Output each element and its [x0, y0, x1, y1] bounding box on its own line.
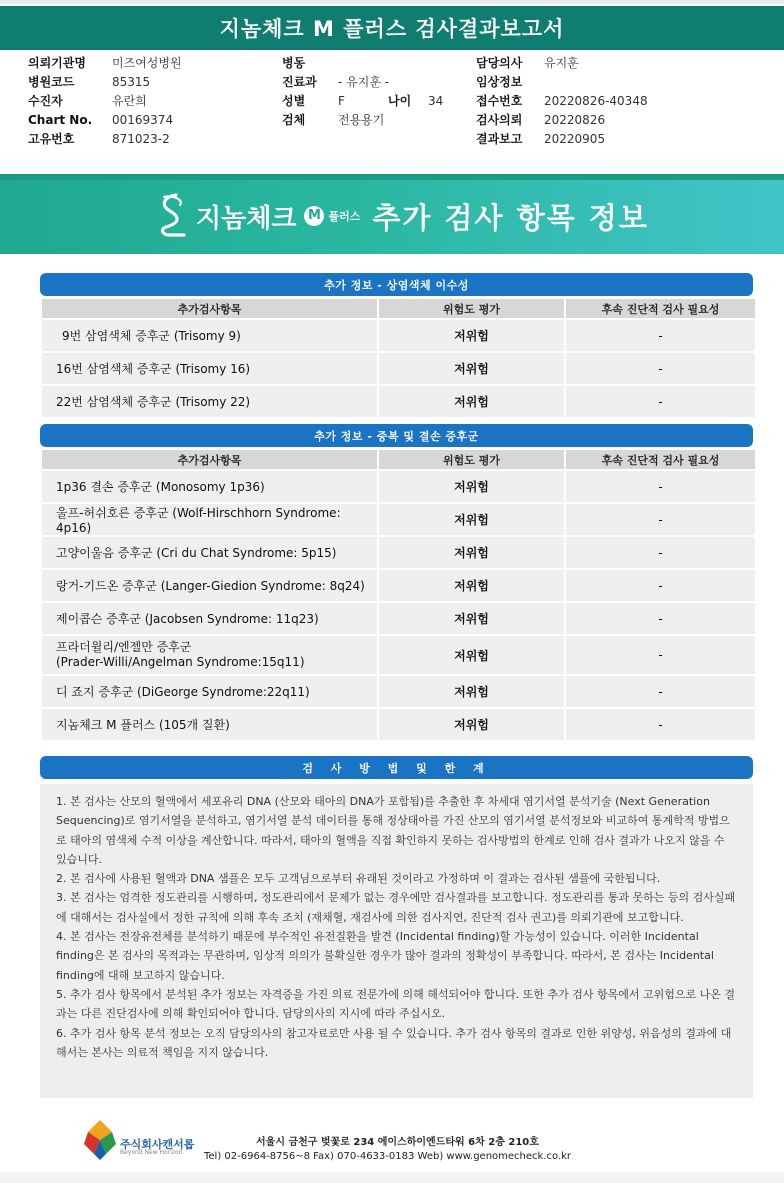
info-label: 담당의사	[476, 56, 523, 70]
info-label: 임상정보	[476, 75, 523, 89]
info-row	[28, 73, 182, 92]
info-label: 병동	[282, 56, 306, 70]
risk-cell: 저위험	[379, 504, 564, 535]
info-value: 유란희	[112, 94, 147, 108]
info-label: 수진자	[28, 94, 63, 108]
info-row	[476, 73, 648, 92]
table-row	[42, 676, 755, 707]
banner-m-badge: M	[304, 206, 324, 226]
table-row	[42, 471, 755, 502]
methods-item: 5. 추가 검사 항목에서 분석된 추가 정보는 자격증을 가진 의료 전문가에 의해 해석되어야 합니다. 또한 추가 검사 항목에서 고위험으로 나온 결과는 다른 진단검사에 의해 확인되어야 합니다. 담당의사의 지시에 따라 주십시오.	[56, 987, 735, 1021]
table-row	[42, 636, 755, 674]
item-cell: 9번 삼염색체 증후군 (Trisomy 9)	[42, 320, 377, 351]
info-row	[282, 92, 443, 111]
risk-cell: 저위험	[379, 471, 564, 502]
info-row	[282, 54, 443, 73]
banner-heading: 추가 검사 항목 정보	[372, 200, 649, 235]
item-cell: 제이콥슨 증후군 (Jacobsen Syndrome: 11q23)	[42, 603, 377, 634]
info-row	[476, 54, 648, 73]
info-row	[28, 54, 182, 73]
info-row	[476, 92, 648, 111]
section-title-dup-del: 추가 정보 - 중복 및 결손 증후군	[40, 424, 753, 447]
info-row	[476, 130, 648, 149]
table-header-row	[42, 299, 755, 318]
item-cell: 22번 삼염색체 증후군 (Trisomy 22)	[42, 386, 377, 417]
company-tagline: Beyond New Horizon	[120, 1149, 183, 1156]
info-row	[282, 111, 443, 130]
table-row	[42, 603, 755, 634]
table-row	[42, 386, 755, 417]
column-header-risk: 위험도 평가	[379, 299, 564, 318]
risk-cell: 저위험	[379, 676, 564, 707]
company-address: 서울시 금천구 벚꽃로 234 에이스하이엔드타워 6차 2층 210호	[256, 1137, 539, 1148]
info-label: 결과보고	[476, 132, 523, 146]
column-header-item: 추가검사항목	[42, 299, 377, 318]
banner-brand: 지놈체크	[196, 203, 297, 234]
column-header-followup: 후속 진단적 검사 필요성	[566, 299, 755, 318]
info-value: 85315	[112, 75, 151, 89]
aneuploidy-table	[40, 297, 757, 419]
followup-cell: -	[566, 676, 755, 707]
followup-cell: -	[566, 320, 755, 351]
info-label: 나이	[388, 94, 412, 108]
followup-cell: -	[566, 570, 755, 601]
table-header-row	[42, 450, 755, 469]
risk-cell: 저위험	[379, 636, 564, 674]
info-value: 유지훈	[544, 56, 579, 70]
dup-del-table	[40, 448, 757, 742]
info-row	[28, 92, 182, 111]
info-value: - 유지훈 -	[338, 75, 390, 89]
info-label: 고유번호	[28, 132, 75, 146]
info-value: 34	[428, 94, 444, 108]
info-column-middle	[282, 54, 443, 130]
info-value: 20220905	[544, 132, 606, 146]
info-label: 의뢰기관명	[28, 56, 86, 70]
info-value: 00169374	[112, 113, 174, 127]
info-label: Chart No.	[28, 113, 93, 127]
section-title-methods: 검 사 방 법 및 한 계	[40, 756, 753, 779]
item-cell	[42, 636, 377, 674]
info-label: 검사의뢰	[476, 113, 523, 127]
followup-cell: -	[566, 636, 755, 674]
item-cell: 지놈체크 M 플러스 (105개 질환)	[42, 709, 377, 740]
info-value: 전용용기	[338, 113, 385, 127]
info-label: 접수번호	[476, 94, 523, 108]
methods-item: 6. 추가 검사 항목 분석 정보는 오직 담당의사의 참고자료로만 사용 될 수 있습니다. 추가 검사 항목의 결과로 인한 위양성, 위음성의 결과에 대해서는 본사는 의료적 책임을 지지 않습니다.	[56, 1026, 732, 1059]
followup-cell: -	[566, 603, 755, 634]
methods-item: 4. 본 검사는 전장유전체를 분석하기 때문에 부수적인 유전질환을 발견 (Incidental finding)할 가능성이 있습니다. 이러한 Incidental finding은 본 검사의 목적과는 무관하며, 임상적 의의가 불확실한 경우가 많아 결과의 정확성이 부족합니다. 따라서, 본 검사는 Incidental finding에 대해 보고하지 않습니다.	[56, 930, 714, 982]
info-value: 20220826-40348	[544, 94, 648, 108]
info-value: 미즈여성병원	[112, 56, 182, 70]
banner	[0, 174, 784, 254]
column-header-item: 추가검사항목	[42, 450, 377, 469]
risk-cell: 저위험	[379, 537, 564, 568]
info-label: 검체	[282, 113, 306, 127]
followup-cell: -	[566, 537, 755, 568]
report-title: 지놈체크 M 플러스 검사결과보고서	[0, 6, 784, 50]
info-label: 병원코드	[28, 75, 75, 89]
info-row	[28, 111, 182, 130]
methods-item: 3. 본 검사는 엄격한 정도관리를 시행하며, 정도관리에서 문제가 없는 경우에만 검사결과를 보고합니다. 정도관리를 통과 못하는 등의 검사실패에 대해서는 검사실에서 정한 규칙에 의해 후속 조치 (재채혈, 재검사에 의한 검사지연, 진단적 검사 권고)를 의뢰기관에 보고합니다.	[56, 891, 736, 924]
banner-title	[154, 188, 649, 244]
column-header-followup: 후속 진단적 검사 필요성	[566, 450, 755, 469]
table-row	[42, 320, 755, 351]
followup-cell: -	[566, 504, 755, 535]
top-rule	[0, 0, 784, 4]
info-value: F	[338, 94, 345, 108]
banner-stripe	[0, 174, 784, 180]
bottom-rule	[0, 1172, 784, 1183]
item-line-1: 프라더윌리/엔젤만 증후군	[56, 640, 192, 654]
company-contact: Tel) 02-6964-8756~8 Fax) 070-4633-0183 Web) www.genomecheck.co.kr	[204, 1151, 572, 1162]
column-header-risk: 위험도 평가	[379, 450, 564, 469]
item-cell: 랑거-기드온 증후군 (Langer-Giedion Syndrome: 8q24)	[42, 570, 377, 601]
risk-cell: 저위험	[379, 386, 564, 417]
banner-plus: 플러스	[328, 210, 361, 223]
methods-item: 2. 본 검사에 사용된 혈액과 DNA 샘플은 모두 고객님으로부터 유래된 것이라고 가정하며 이 결과는 검사된 샘플에 국한됩니다.	[56, 872, 661, 886]
info-row	[28, 130, 182, 149]
info-row	[282, 73, 443, 92]
info-label: 진료과	[282, 75, 317, 89]
item-cell: 울프-허쉬호른 증후군 (Wolf-Hirschhorn Syndrome: 4p16)	[42, 504, 377, 535]
item-cell: 1p36 결손 증후군 (Monosomy 1p36)	[42, 471, 377, 502]
table-row	[42, 504, 755, 535]
followup-cell: -	[566, 386, 755, 417]
company-name: 주식회사캔서롭	[120, 1138, 195, 1151]
risk-cell: 저위험	[379, 570, 564, 601]
table-row	[42, 570, 755, 601]
info-value: 871023-2	[112, 132, 170, 146]
table-row	[42, 353, 755, 384]
risk-cell: 저위험	[379, 353, 564, 384]
info-column-left	[28, 54, 182, 149]
info-row	[476, 111, 648, 130]
table-row	[42, 537, 755, 568]
followup-cell: -	[566, 353, 755, 384]
methods-box	[40, 784, 753, 1098]
item-line-2: (Prader-Willi/Angelman Syndrome:15q11)	[56, 655, 305, 669]
risk-cell: 저위험	[379, 709, 564, 740]
info-column-right	[476, 54, 648, 149]
info-value: 20220826	[544, 113, 606, 127]
risk-cell: 저위험	[379, 603, 564, 634]
item-cell: 고양이울음 증후군 (Cri du Chat Syndrome: 5p15)	[42, 537, 377, 568]
followup-cell: -	[566, 471, 755, 502]
followup-cell: -	[566, 709, 755, 740]
methods-list	[40, 784, 753, 1062]
item-cell: 16번 삼염색체 증후군 (Trisomy 16)	[42, 353, 377, 384]
info-label: 성별	[282, 94, 306, 108]
dna-logo-icon	[154, 191, 190, 241]
company-logo-icon	[82, 1118, 118, 1162]
methods-item: 1. 본 검사는 산모의 혈액에서 세포유리 DNA (산모와 태아의 DNA가 포함됨)를 추출한 후 차세대 염기서열 분석기술 (Next Generation Sequencing)로 염기서열을 분석하고, 염기서열 분석 데이터를 통해 정상태아를 가진 산모의 염기서열 분석정보와 비교하여 통계학적 방법으로 태아의 염색체 수적 이상을 계산합니다. 따라서, 태아의 혈액을 직접 확인하지 못하는 검사방법의 한계로 인해 검사 결과가 나오지 않을 수 있습니다.	[56, 795, 730, 866]
section-title-aneuploidy: 추가 정보 - 상염색체 이수성	[40, 273, 753, 296]
table-row	[42, 709, 755, 740]
risk-cell: 저위험	[379, 320, 564, 351]
item-cell: 디 죠지 증후군 (DiGeorge Syndrome:22q11)	[42, 676, 377, 707]
